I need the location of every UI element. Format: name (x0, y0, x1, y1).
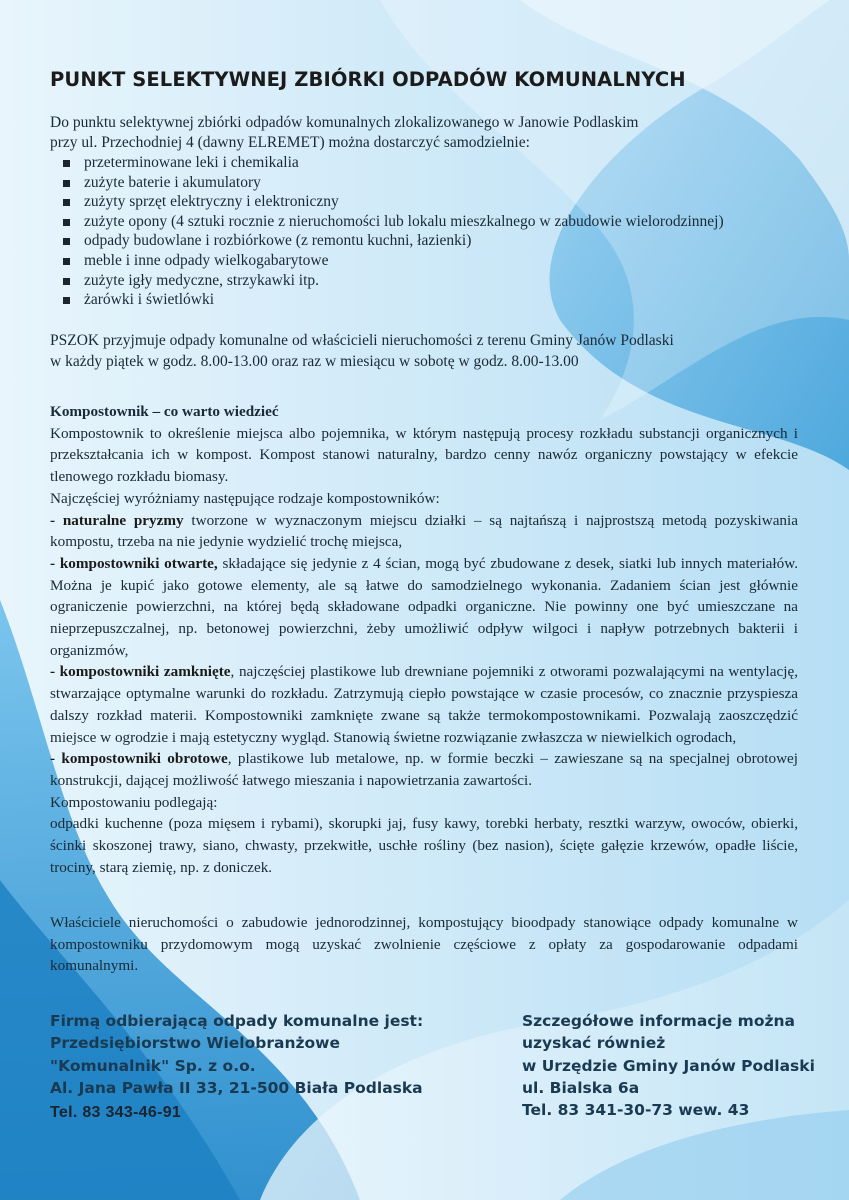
compost-type-text: , najczęściej plastikowe lub drewniane pojemniki z otworami pozwalającymi na wentylację, stwarzające optymalne warunki do rozkładu. Zatrzymują ciepło powstające w czasie procesów, co znacznie przyspiesza dalszy rozkład materii. Kompostowniki zamknięte zwane są także termokompostownikami. Pozwalają zaoszczędzić miejsce w ogrodzie i mają estetyczny wygląd. Stanowią świetne rozwiązanie zwłaszcza w niewielkich ogrodach, (50, 663, 799, 746)
list-item-label: odpady budowlane i rozbiórkowe (z remontu kuchni, łazienki) (84, 232, 472, 250)
compost-heading: Kompostownik – co warto wiedzieć (50, 403, 279, 420)
list-item-label: żarówki i świetlówki (84, 291, 215, 309)
compost-section (50, 401, 798, 878)
pszok-hours (50, 331, 810, 372)
compost-type (50, 748, 798, 791)
office-line: w Urzędzie Gminy Janów Podlaski (522, 1056, 815, 1075)
office-line: uzyskać również (522, 1034, 666, 1053)
compost-type-name: - kompostowniki otwarte, (50, 554, 218, 572)
owners-exemption-note (50, 912, 798, 977)
office-line: Szczegółowe informacje można (522, 1012, 795, 1030)
collector-phone: Tel. 83 343-46-91 (50, 1104, 182, 1122)
list-item (50, 153, 724, 173)
bullet-square-icon (63, 238, 70, 245)
bullet-square-icon (63, 180, 70, 187)
compost-type (50, 553, 798, 662)
list-item-label: zużyte opony (4 sztuki rocznie z nieruchomości lub lokalu mieszkalnego w zabudowie wielorodzinnej) (84, 212, 724, 230)
accepted-items-list (50, 153, 724, 310)
compost-type-text: tworzone w wyznaczonym miejscu działki – są najtańszą i najprostszą metodą pozyskiwania kompostu, trzeba na nie jedynie wydzielić trochę miejsca, (50, 511, 798, 551)
collector-contact (50, 1010, 423, 1124)
list-item (50, 251, 724, 271)
collector-line: Przedsiębiorstwo Wielobranżowe (50, 1034, 341, 1053)
office-line: ul. Bialska 6a (522, 1078, 640, 1097)
compost-types-intro: Najczęściej wyróżniamy następujące rodzaje kompostowników: (50, 489, 440, 507)
compost-definition: Kompostownik to określenie miejsca albo pojemnika, w którym następują procesy rozkładu substancji organicznych i przekształcania ich w kompost. Kompost stanowi naturalny, bardzo cenny nawóz organiczny powstający w efekcie tlenowego rozkładu biomasy. (50, 424, 798, 486)
bullet-square-icon (63, 258, 70, 265)
office-contact (522, 1010, 815, 1121)
list-item-label: przeterminowane leki i chemikalia (84, 154, 299, 171)
collector-line: Al. Jana Pawła II 33, 21-500 Biała Podlaska (50, 1078, 423, 1097)
collector-line: "Komunalnik" Sp. z o.o. (50, 1056, 256, 1075)
list-item (50, 192, 724, 212)
list-item (50, 173, 724, 193)
compost-type-text: składające się jedynie z 4 ścian, mogą być zbudowane z desek, siatki lub innych materiałów. Można je kupić jako gotowe elementy, ale są łatwe do samodzielnego wykonania. Zadaniem ścian jest głównie ograniczenie powierzchni, na której będą składowane odpadki organiczne. Nie powinny one być umieszczane na nieprzepuszczalnej, np. betonowej powierzchni, żeby umożliwić odpływ wilgoci i napływ potrzebnych bakterii i organizmów, (50, 554, 799, 659)
compost-type (50, 510, 798, 553)
list-item (50, 271, 724, 291)
list-item (50, 212, 724, 232)
list-item-label: zużyte igły medyczne, strzykawki itp. (84, 271, 320, 289)
bullet-square-icon (63, 199, 70, 206)
intro-paragraph (50, 113, 790, 153)
compost-subject-list: odpadki kuchenne (poza mięsem i rybami), skorupki jaj, fusy kawy, torebki herbaty, resztki warzyw, owoców, obierki, ścinki skoszonej trawy, siano, chwasty, przekwitłe, uschłe rośliny (bez nasion), ścięte gałęzie krzewów, opadłe liście, trociny, starą ziemię, np. z doniczek. (50, 815, 798, 876)
office-phone: Tel. 83 341-30-73 wew. 43 (522, 1101, 750, 1120)
list-item-label: meble i inne odpady wielkogabarytowe (84, 251, 329, 269)
list-item-label: zużyte baterie i akumulatory (84, 173, 261, 191)
bullet-square-icon (63, 219, 70, 226)
compost-type-name: - kompostowniki zamknięte (50, 663, 231, 681)
owners-note-text: Właściciele nieruchomości o zabudowie jednorodzinnej, kompostujący bioodpady stanowiące odpady komunalne w kompostowniku przydomowym mogą uzyskać zwolnienie częściowe z opłaty za gospodarowanie odpadami komunalnymi. (50, 914, 798, 975)
intro-line: przy ul. Przechodniej 4 (dawny ELREMET) można dostarczyć samodzielnie: (50, 134, 530, 151)
bullet-square-icon (63, 297, 70, 304)
intro-line: Do punktu selektywnej zbiórki odpadów komunalnych zlokalizowanego w Janowie Podlaskim (50, 114, 639, 131)
pszok-line: w każdy piątek w godz. 8.00-13.00 oraz raz w miesiącu w sobotę w godz. 8.00-13.00 (50, 352, 579, 370)
compost-subject-intro: Kompostowaniu podlegają: (50, 793, 218, 811)
compost-type-name: - naturalne pryzmy (50, 511, 184, 529)
list-item (50, 231, 724, 251)
compost-type-text: , plastikowe lub metalowe, np. w formie beczki – zawieszane są na specjalnej obrotowej konstrukcji, dającej możliwość łatwego mieszania i napowietrzania zawartości. (50, 750, 798, 789)
list-item-label: zużyty sprzęt elektryczny i elektroniczny (84, 193, 339, 211)
list-item (50, 290, 724, 310)
compost-type-name: - kompostowniki obrotowe (50, 750, 228, 768)
pszok-line: PSZOK przyjmuje odpady komunalne od właścicieli nieruchomości z terenu Gminy Janów Podlaski (50, 332, 674, 349)
bullet-square-icon (63, 278, 70, 285)
compost-type (50, 661, 798, 748)
page-title: PUNKT SELEKTYWNEJ ZBIÓRKI ODPADÓW KOMUNALNYCH (50, 68, 686, 91)
collector-line: Firmą odbierającą odpady komunalne jest: (50, 1012, 424, 1030)
bullet-square-icon (63, 160, 70, 167)
